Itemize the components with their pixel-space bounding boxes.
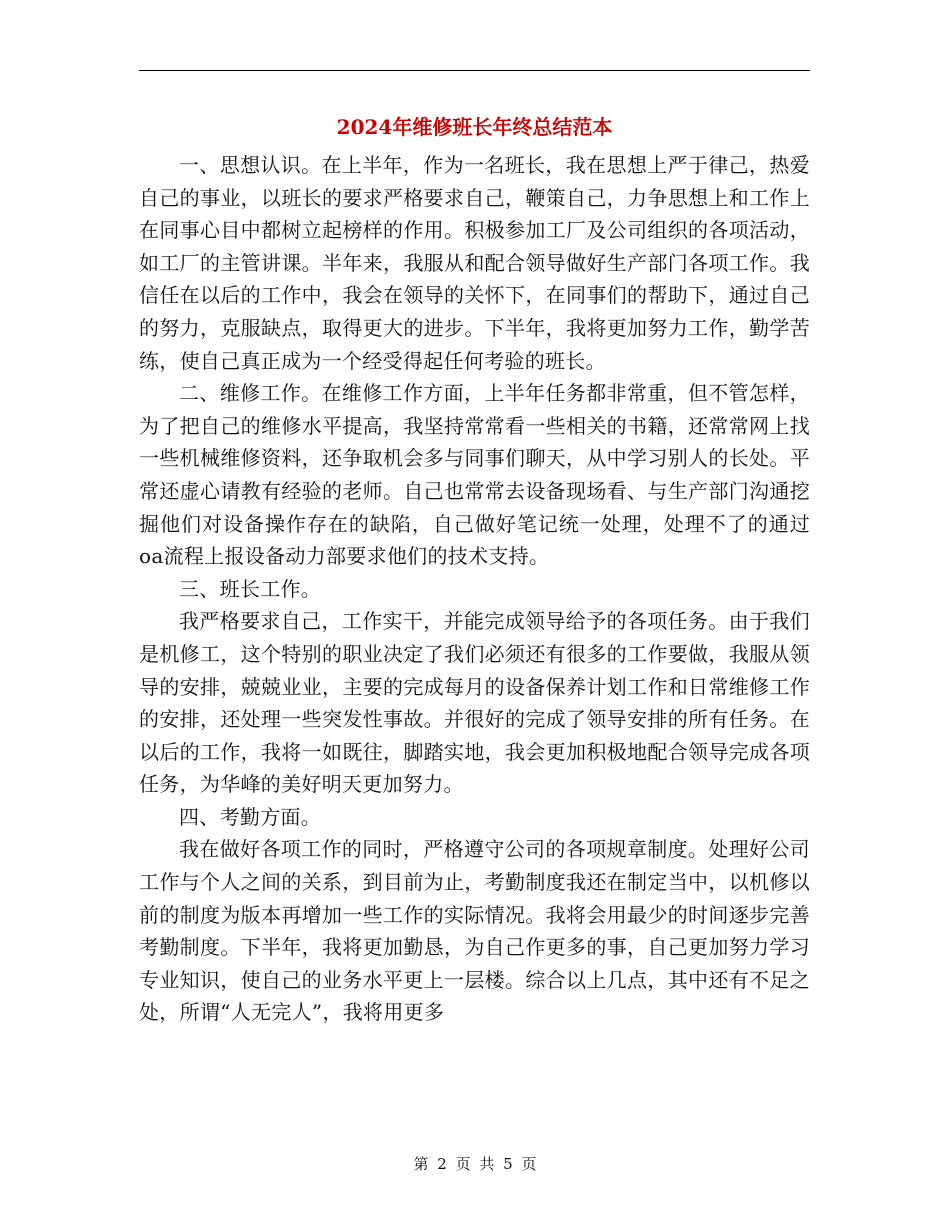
document-title: 2024年维修班长年终总结范本 [336,115,613,139]
heading-team-leader: 三、班长工作。 [179,576,322,601]
header-rule [139,70,810,71]
paragraph-thinking: 一、思想认识。在上半年，作为一名班长，我在思想上严于律己，热爱自己的事业，以班长的要求严格要求自己，鞭策自己，力争思想上和工作上在同事心目中都树立起榜样的作用。积极参加工厂及公司组织的各项活动，如工厂的主管讲课。半年来，我服从和配合领导做好生产部门各项工作。我信任在以后的工作中，我会在领导的关怀下，在同事们的帮助下，通过自己的努力，克服缺点，取得更大的进步。下半年，我将更加努力工作，勤学苦练，使自己真正成为一个经受得起任何考验的班长。 [139,153,810,373]
page-footer: 第 2 页 共 5 页 [413,1155,537,1173]
heading-attendance: 四、考勤方面。 [179,804,322,829]
document-body [139,149,810,1029]
paragraph-maintenance: 二、维修工作。在维修工作方面，上半年任务都非常重，但不管怎样，为了把自己的维修水平提高，我坚持常常看一些相关的书籍，还常常网上找一些机械维修资料，还争取机会多与同事们聊天，从中学习别人的长处。平常还虚心请教有经验的老师。自己也常常去设备现场看、与生产部门沟通挖掘他们对设备操作存在的缺陷，自己做好笔记统一处理，处理不了的通过oa流程上报设备动力部要求他们的技术支持。 [139,381,810,569]
paragraph-attendance: 我在做好各项工作的同时，严格遵守公司的各项规章制度。处理好公司工作与个人之间的关系，到目前为止，考勤制度我还在制定当中，以机修以前的制度为版本再增加一些工作的实际情况。我将会用最少的时间逐步完善考勤制度。下半年，我将更加勤恳，为自己作更多的事，自己更加努力学习专业知识，使自己的业务水平更上一层楼。综合以上几点，其中还有不足之处，所谓“人无完人”，我将用更多 [139,837,810,1025]
paragraph-team-leader: 我严格要求自己，工作实干，并能完成领导给予的各项任务。由于我们是机修工，这个特别的职业决定了我们必须还有很多的工作要做，我服从领导的安排，兢兢业业，主要的完成每月的设备保养计划工作和日常维修工作的安排，还处理一些突发性事故。并很好的完成了领导安排的所有任务。在以后的工作，我将一如既往，脚踏实地，我会更加积极地配合领导完成各项任务，为华峰的美好明天更加努力。 [139,609,810,797]
